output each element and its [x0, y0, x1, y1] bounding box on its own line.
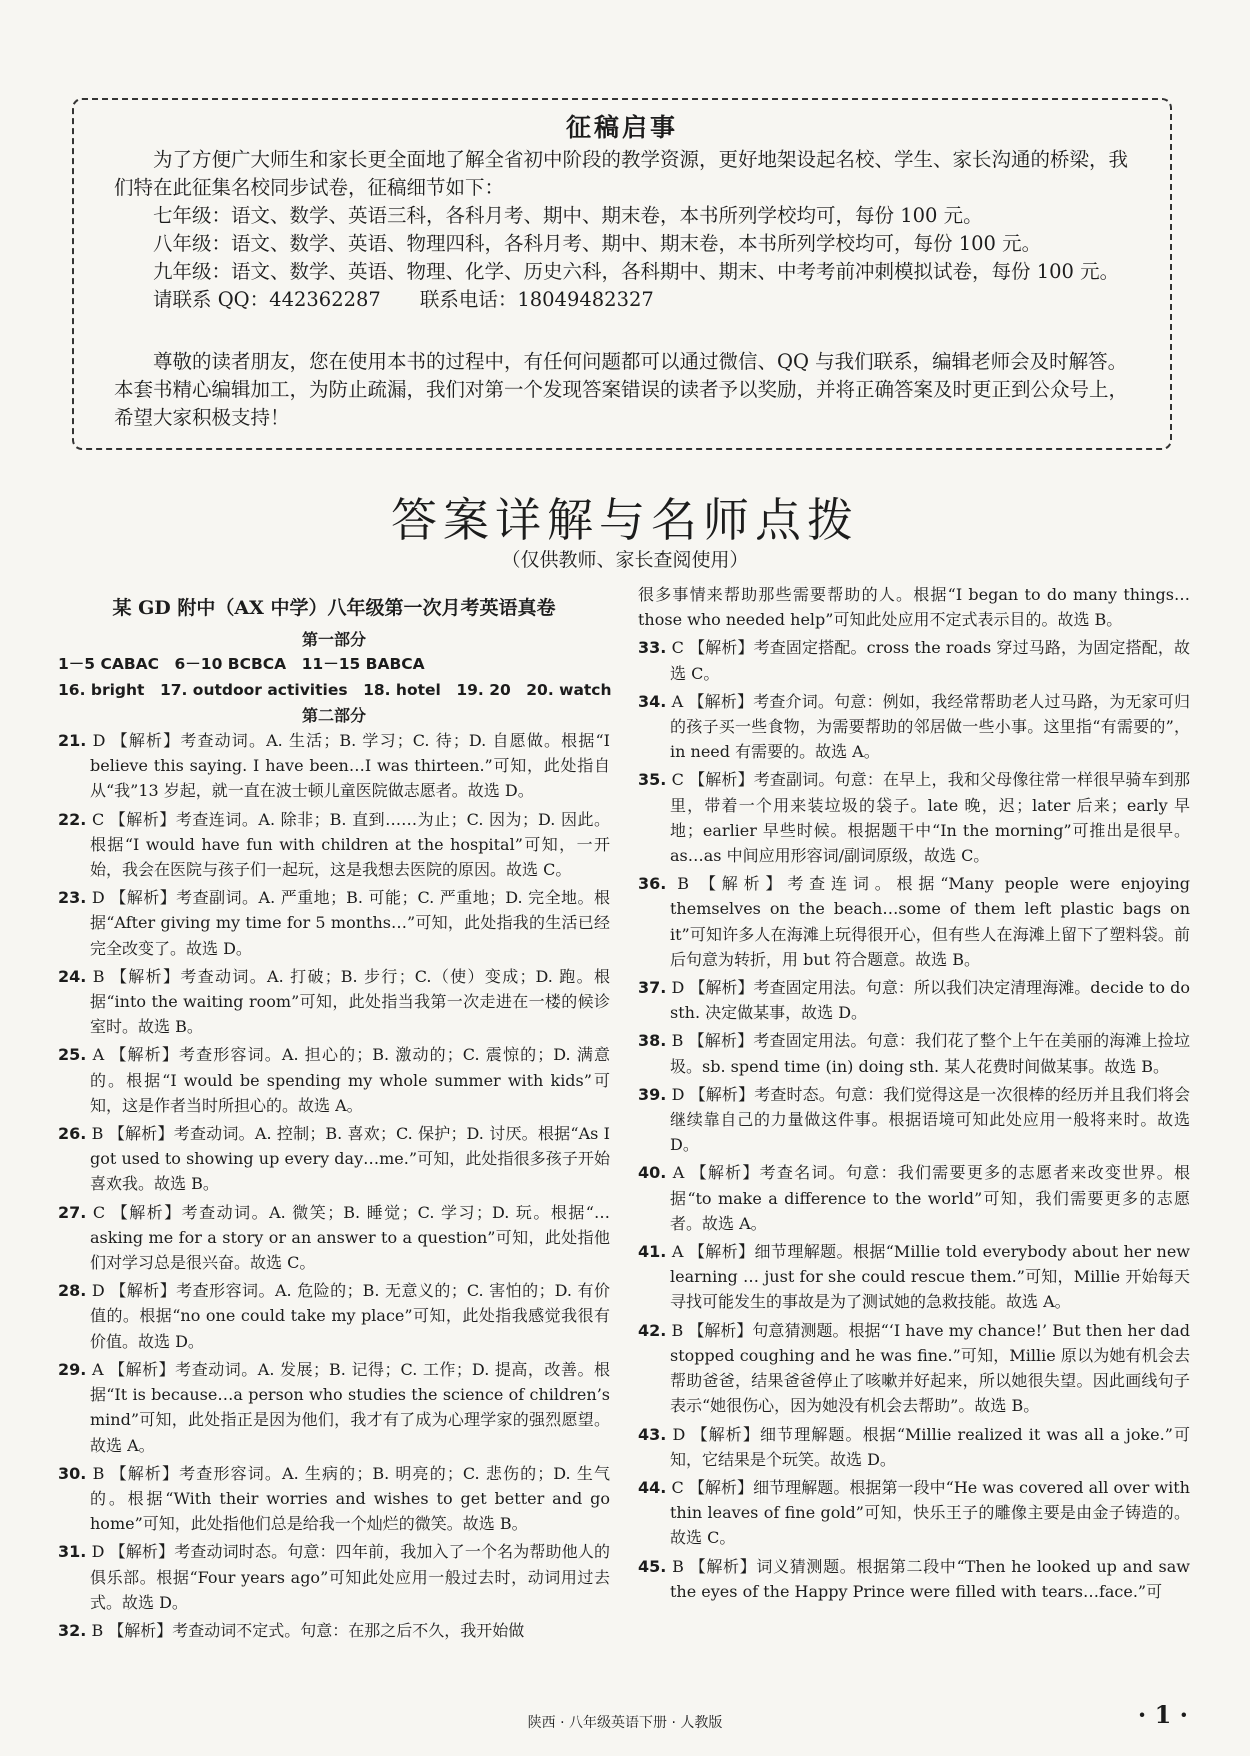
- reader-paragraph: 尊敬的读者朋友，您在使用本书的过程中，有任何问题都可以通过微信、QQ 与我们联系，编辑老师会及时解答。本套书精心编辑加工，为防止疏漏，我们对第一个发现答案错误的读者予以奖励，并将正确答案及时更正到公众号上，希望大家积极支持！: [114, 350, 1129, 429]
- answer-item: [58, 1539, 610, 1615]
- answer-explanation: B 【解析】考查固定用法。句意：我们花了整个上午在美丽的海滩上捡垃圾。sb. spend time (in) doing sth. 某人花费时间做某事。故选 B。: [670, 1031, 1190, 1076]
- answer-item: [638, 767, 1190, 868]
- question-number: 37.: [638, 978, 667, 998]
- answers-row-1: 1－5 CABAC 6－10 BCBCA 11－15 BABCA: [58, 655, 425, 674]
- answer-explanation: C 【解析】考查连词。A. 除非；B. 直到……为止；C. 因为；D. 因此。根据“I would have fun with children at the hospital”可知，一开始，我会在医院与孩子们一起玩，这是我想去医院的原因。故选 C。: [90, 809, 610, 880]
- question-number: 23.: [58, 888, 87, 908]
- answer-item: [638, 1475, 1190, 1551]
- exam-title: 某 GD 附中（AX 中学）八年级第一次月考英语真卷: [112, 597, 556, 619]
- answer-explanation: B 【解析】考查连词。根据“Many people were enjoying themselves on the beach…some of them left plastic bags on it”可知许多人在海滩上玩得很开心，但有些人在海滩上留下了塑料袋。前后句意为转折，用 but 符合题意。故选 B。: [670, 874, 1190, 969]
- question-number: 36.: [638, 874, 667, 894]
- question-number: 43.: [638, 1424, 667, 1444]
- answer-item: [58, 807, 610, 883]
- grade8-line: 八年级：语文、数学、英语、物理四科，各科月考、期中、期末卷，本书所列学校均可，每份 100 元。: [153, 232, 1042, 255]
- answer-explanation: D 【解析】考查动词。A. 生活；B. 学习；C. 待；D. 自愿做。根据“I believe this saying. I have been…I was thirteen.”可知，此处指自从“我”13 岁起，就一直在波士顿儿童医院做志愿者。故选 D。: [90, 731, 610, 801]
- page-number: · 1 ·: [1137, 1700, 1188, 1729]
- question-number: 29.: [58, 1359, 87, 1379]
- question-number: 25.: [58, 1045, 87, 1065]
- answer-item: [638, 1082, 1190, 1158]
- answer-explanation: C 【解析】考查固定搭配。cross the roads 穿过马路，为固定搭配，故选 C。: [670, 638, 1190, 683]
- page-footer: 陕西 · 八年级英语下册 · 人教版: [527, 1715, 723, 1731]
- answer-item: [638, 871, 1190, 972]
- answer-item: [638, 975, 1190, 1025]
- question-number: 21.: [58, 731, 87, 751]
- question-number: 26.: [58, 1124, 87, 1144]
- question-number: 35.: [638, 770, 667, 790]
- contact-line: 请联系 QQ：442362287 联系电话：18049482327: [153, 288, 654, 311]
- notice-title: 征稿启事: [565, 113, 678, 142]
- answer-item: [638, 689, 1190, 765]
- answer-explanation: A 【解析】考查介词。句意：例如，我经常帮助老人过马路，为无家可归的孩子买一些食物，为需要帮助的邻居做一些小事。这里指“有需要的”，in need 有需要的。故选 A。: [670, 691, 1190, 762]
- answers-row-2: 16. bright 17. outdoor activities 18. hotel 19. 20 20. watch: [58, 680, 612, 699]
- question-number: 39.: [638, 1084, 667, 1104]
- part-one-heading: 第一部分: [301, 630, 366, 650]
- answer-item: [58, 1200, 610, 1276]
- question-number: 30.: [58, 1463, 87, 1483]
- answer-explanation: C 【解析】考查动词。A. 微笑；B. 睡觉；C. 学习；D. 玩。根据“…asking me for a story or an answer to a question”可知，此处指他们对学习总是很兴奋。故选 C。: [90, 1202, 610, 1273]
- grade9-line: 九年级：语文、数学、英语、物理、化学、历史六科，各科期中、期末、中考考前冲刺模拟试卷，每份 100 元。: [153, 260, 1120, 283]
- continued-text: 很多事情来帮助那些需要帮助的人。根据“I began to do many things…those who needed help”可知此处应用不定式表示目的。故选 B。: [638, 585, 1190, 630]
- question-number: 22.: [58, 809, 87, 829]
- answer-item: [638, 1554, 1190, 1604]
- answer-explanation: C 【解析】细节理解题。根据第一段中“He was covered all over with thin leaves of fine gold”可知，快乐王子的雕像主要是由金子铸造的。故选 C。: [670, 1477, 1190, 1548]
- grade7-line: 七年级：语文、数学、英语三科，各科月考、期中、期末卷，本书所列学校均可，每份 100 元。: [153, 204, 983, 227]
- question-number: 42.: [638, 1320, 667, 1340]
- answer-explanation: A 【解析】考查动词。A. 发展；B. 记得；C. 工作；D. 提高，改善。根据“It is because…a person who studies the science of children’s mind”可知，此处指正是因为他们，我才有了成为心理学家的强烈愿望。故选 A。: [90, 1359, 610, 1455]
- answer-item: [58, 1121, 610, 1197]
- answer-explanation: B 【解析】考查形容词。A. 生病的；B. 明亮的；C. 悲伤的；D. 生气的。根据“With their worries and wishes to get better and go home”可知，此处指他们总是给我一个灿烂的微笑。故选 B。: [90, 1463, 610, 1534]
- question-number: 27.: [58, 1202, 87, 1222]
- answer-explanation: D 【解析】考查副词。A. 严重地；B. 可能；C. 严重地；D. 完全地。根据“After giving my time for 5 months…”可知，此处指我的生活已经完全改变了。故选 D。: [90, 888, 610, 958]
- right-column: [638, 582, 1190, 1607]
- question-number: 41.: [638, 1242, 667, 1262]
- answer-item: [58, 885, 610, 961]
- answer-explanation: B 【解析】考查动词。A. 控制；B. 喜欢；C. 保护；D. 讨厌。根据“As I got used to showing up every day…me.”可知，此处指很多孩子开始喜欢我。故选 B。: [90, 1124, 610, 1194]
- notice-box: [72, 98, 1172, 450]
- question-number: 24.: [58, 966, 87, 986]
- page-subtitle: （仅供教师、家长查阅使用）: [501, 549, 749, 571]
- answer-explanation: B 【解析】句意猜测题。根据“‘I have my chance!’ But then her dad stopped coughing and he was fine.”可知，Millie 原以为她有机会去帮助爸爸，结果爸爸停止了咳嗽并好起来，所以她很失望。因此画线句子表示“她很伤心，因为她没有机会去帮助”。故选 B。: [670, 1320, 1190, 1416]
- question-number: 34.: [638, 691, 667, 711]
- answer-item: [58, 964, 610, 1040]
- answer-explanation: A 【解析】细节理解题。根据“Millie told everybody about her new learning … just for she could rescue them.”可知，Millie 开始每天寻找可能发生的事故是为了测试她的急救技能。故选 A。: [670, 1242, 1190, 1312]
- answer-item: [638, 1422, 1190, 1472]
- question-number: 40.: [638, 1163, 667, 1183]
- answer-explanation: B 【解析】词义猜测题。根据第二段中“Then he looked up and saw the eyes of the Happy Prince were filled with tears…face.”可: [670, 1556, 1190, 1601]
- answer-item: [638, 1239, 1190, 1315]
- answer-explanation: D 【解析】细节理解题。根据“Millie realized it was all a joke.”可知，它结果是个玩笑。故选 D。: [670, 1424, 1190, 1469]
- answer-explanation: D 【解析】考查动词时态。句意：四年前，我加入了一个名为帮助他人的俱乐部。根据“Four years ago”可知此处应用一般过去时，动词用过去式。故选 D。: [90, 1542, 610, 1612]
- question-number: 33.: [638, 638, 667, 658]
- answer-item: [58, 1278, 610, 1354]
- notice-paragraph: 为了方便广大师生和家长更全面地了解全省初中阶段的教学资源，更好地架设起名校、学生、家长沟通的桥梁，我们特在此征集名校同步试卷，征稿细节如下：: [114, 148, 1129, 199]
- answer-explanation: A 【解析】考查名词。句意：我们需要更多的志愿者来改变世界。根据“to make a difference to the world”可知，我们需要更多的志愿者。故选 A。: [670, 1163, 1190, 1233]
- question-number: 38.: [638, 1031, 667, 1051]
- answer-item: [638, 1028, 1190, 1078]
- answer-explanation: B 【解析】考查动词不定式。句意：在那之后不久，我开始做: [91, 1620, 525, 1640]
- answer-item: [58, 1618, 610, 1643]
- left-column: [58, 582, 610, 1646]
- answer-item: [58, 728, 610, 804]
- answer-explanation: D 【解析】考查形容词。A. 危险的；B. 无意义的；C. 害怕的；D. 有价值的。根据“no one could take my place”可知，此处指我感觉我很有价值。故选 D。: [90, 1281, 610, 1351]
- answer-explanation: C 【解析】考查副词。句意：在早上，我和父母像往常一样很早骑车到那里，带着一个用来装垃圾的袋子。late 晚，迟；later 后来；early 早地；earlier 早些时候。根据题干中“In the morning”可推出是很早。as…as 中间应用形容词/副词原级，故选 C。: [670, 770, 1190, 866]
- answer-explanation: A 【解析】考查形容词。A. 担心的；B. 激动的；C. 震惊的；D. 满意的。根据“I would be spending my whole summer with kids”可知，这是作者当时所担心的。故选 A。: [90, 1045, 610, 1115]
- answer-item: [58, 1357, 610, 1458]
- answer-item: [638, 1318, 1190, 1419]
- question-number: 45.: [638, 1556, 667, 1576]
- answer-item: [638, 1160, 1190, 1236]
- question-number: 44.: [638, 1477, 667, 1497]
- answer-item: [58, 1042, 610, 1118]
- answer-explanation: D 【解析】考查固定用法。句意：所以我们决定清理海滩。decide to do sth. 决定做某事，故选 D。: [670, 978, 1190, 1023]
- answer-item: [638, 635, 1190, 685]
- page-title: 答案详解与名师点拨: [391, 493, 859, 547]
- question-number: 28.: [58, 1281, 87, 1301]
- answer-explanation: D 【解析】考查时态。句意：我们觉得这是一次很棒的经历并且我们将会继续靠自己的力量做这件事。根据语境可知此处应用一般将来时。故选 D。: [670, 1084, 1190, 1155]
- question-number: 32.: [58, 1620, 87, 1640]
- answer-explanation: B 【解析】考查动词。A. 打破；B. 步行；C.（使）变成；D. 跑。根据“into the waiting room”可知，此处指当我第一次走进在一楼的候诊室时。故选 B。: [90, 966, 610, 1037]
- question-number: 31.: [58, 1542, 87, 1562]
- answer-item: [58, 1461, 610, 1537]
- part-two-heading: 第二部分: [301, 705, 366, 725]
